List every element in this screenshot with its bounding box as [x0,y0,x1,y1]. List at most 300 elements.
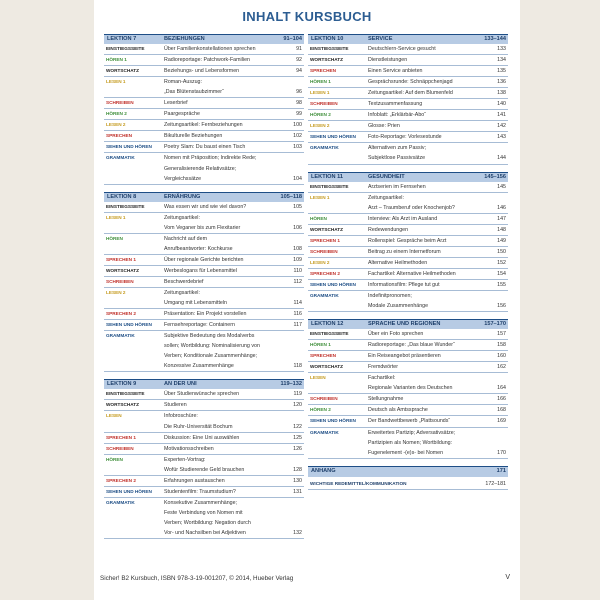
toc-row [104,234,304,244]
toc-row [104,498,304,508]
skill-category: SPRECHEN [310,353,337,359]
topic-text: Paargespräche [164,111,200,118]
page-ref: 99 [296,111,302,118]
toc-row [308,428,508,438]
skill-category: SCHREIBEN [106,445,134,451]
page-ref: 147 [497,215,506,222]
lesson-section [308,34,508,165]
skill-category: HÖREN [310,215,327,221]
page-ref: 158 [497,342,506,349]
topic-text: Zeitungsartikel: Auf dem Blumenfeld [368,90,453,97]
toc-row [308,340,508,351]
toc-row [104,244,304,255]
page-ref: 100 [293,122,302,129]
topic-text: Verben; Wortbildung: Negation durch [164,519,251,526]
topic-text: Fugenelement -(e)s- bei Nomen [368,449,444,456]
toc-row [104,153,304,163]
skill-category: WORTSCHATZ [310,364,343,370]
skill-category: LESEN 1 [310,194,330,200]
topic-text: Beschwerdebrief [164,278,204,285]
page-ref: 162 [497,364,506,371]
toc-row [308,153,508,164]
toc-row [308,394,508,405]
topic-text: Infoblatt: „Erklärbär-Abo“ [368,112,426,119]
skill-category: SPRECHEN 2 [106,311,136,317]
topic-text: Erfahrungen austauschen [164,477,225,484]
toc-row [104,389,304,400]
topic-text: Subjektive Bedeutung des Modalverbs [164,333,255,340]
skill-category: SPRECHEN [106,133,133,139]
skill-category: SEHEN UND HÖREN [106,144,152,150]
toc-row [308,121,508,132]
page-ref: 103 [293,144,302,151]
page-ref: 133 [497,46,506,52]
toc-row [104,255,304,266]
lesson-header [308,172,508,182]
lesson-header [104,192,304,202]
toc-row [308,66,508,77]
skill-category: WORTSCHATZ [310,226,343,232]
toc-row [104,351,304,361]
toc-row [308,438,508,448]
wichtige-redemittel-row [308,479,508,490]
toc-row [104,223,304,234]
page-ref: 131 [293,488,302,495]
lesson-pages: 133–144 [484,36,506,42]
lesson-name: AN DER UNI [164,381,197,388]
topic-text: Zeitungsartikel: [368,194,404,201]
lesson-pages: 119–132 [280,381,302,388]
skill-category: GRAMMATIK [310,292,339,298]
page-ref: 149 [497,237,506,244]
topic-text: Bikulturelle Beziehungen [164,133,223,140]
page-ref: 164 [497,385,506,392]
skill-category: GRAMMATIK [106,333,135,339]
topic-text: Interview: Als Arzt im Ausland [368,215,438,222]
toc-row [104,44,304,55]
topic-text: Leserbrief [164,100,188,107]
toc-row [308,258,508,269]
topic-text: Infobroschüre: [164,413,198,420]
page-ref: 160 [497,353,506,360]
skill-category: EINSTIEGSSEITE [310,183,349,189]
topic-text: Vom Veganer bis zum Flexitarier [164,224,241,231]
topic-text: Über Familienkonstellationen sprechen [164,46,256,52]
topic-text: Textzusammenfassung [368,101,423,108]
page-ref: 134 [497,57,506,64]
toc-row [308,416,508,427]
topic-text: Über Studienwünsche sprechen [164,391,240,398]
topic-text: Konsekutive Zusammenhänge; [164,499,238,506]
topic-text: Fachartikel: [368,375,396,382]
page-ref: 92 [296,57,302,64]
topic-text: Subjektlose Passivsätze [368,155,426,162]
page-ref: 142 [497,123,506,130]
topic-text: Foto-Reportage: Vorlesestunde [368,134,442,141]
page-ref: 132 [293,529,302,536]
toc-row [308,362,508,373]
topic-text: Studieren [164,402,187,409]
page-ref: 105 [293,203,302,210]
topic-text: Ein Reiseangebot präsentieren [368,353,441,360]
topic-text: Stellungnahme [368,396,404,403]
skill-category: EINSTIEGSSEITE [310,331,349,337]
lesson-header [104,34,304,44]
page-ref: 116 [293,311,302,318]
page-ref: 104 [293,175,302,182]
toc-row [104,411,304,421]
toc-row [104,288,304,298]
lesson-section [308,172,508,313]
toc-row [104,120,304,131]
skill-category: SCHREIBEN [106,100,134,106]
topic-text: Arzt – Traumberuf oder Knochenjob? [368,204,455,211]
skill-category: WORTSCHATZ [106,267,139,273]
topic-text: Einen Service anbieten [368,68,423,75]
topic-text: Konzessive Zusammenhänge [164,363,234,370]
toc-row [308,132,508,143]
page-ref: 146 [497,204,506,211]
toc-row [308,329,508,340]
topic-text: Redewendungen [368,226,409,233]
toc-row [104,433,304,444]
skill-category: LESEN 1 [310,90,330,96]
toc-row [308,291,508,301]
toc-row [104,174,304,185]
skill-category: HÖREN 1 [310,79,331,85]
topic-text: Deutsch als Amtssprache [368,407,428,414]
page-ref: 112 [293,278,302,285]
lesson-header [104,379,304,389]
page-ref: 166 [497,396,506,403]
toc-row [308,269,508,280]
toc-row [104,164,304,174]
toc-row [104,87,304,98]
topic-text: Generalisierende Relativsätze; [164,165,237,172]
toc-row [104,518,304,528]
toc-row [104,298,304,309]
topic-text: Deutschlern-Service gesucht [368,46,436,52]
page-ref: 102 [293,133,302,140]
toc-row [308,236,508,247]
topic-text: Partizipien als Nomen; Wortbildung: [368,439,453,446]
skill-category: SPRECHEN 1 [106,434,136,440]
topic-text: Der Bandwettbewerb „Plattsounds“ [368,418,451,425]
toc-row [308,383,508,394]
page-ref: 110 [293,267,302,274]
lesson-number: LEKTION 8 [107,193,137,200]
topic-text: sollen; Wortbildung: Nominalisierung von [164,343,260,350]
topic-text: Dienstleistungen [368,57,408,64]
topic-text: Studentenfilm: Traumstudium? [164,488,236,495]
skill-category: SCHREIBEN [310,101,338,107]
skill-category: LESEN 1 [106,214,126,220]
page-ref: 114 [293,300,302,307]
page-ref: 130 [293,477,302,484]
topic-text: Experten-Vortrag: [164,456,206,463]
toc-row [308,99,508,110]
lesson-section [104,34,304,185]
page-ref: 128 [293,466,302,473]
toc-row [104,320,304,331]
toc-row [104,422,304,433]
page-ref: 141 [497,112,506,119]
topic-text: Alternativen zum Passiv; [368,145,426,152]
page-ref: 143 [497,134,506,141]
topic-text: Modale Zusammenhänge [368,303,429,310]
toc-row [104,277,304,288]
page-title: INHALT KURSBUCH [242,9,372,24]
lesson-number: LEKTION 7 [107,36,137,42]
page-ref: 118 [293,363,302,370]
toc-row [104,202,304,213]
page-ref: 117 [293,322,302,329]
toc-row [104,400,304,411]
toc-row [308,373,508,383]
skill-category: SPRECHEN 2 [310,270,340,276]
topic-text: Vor- und Nachsilben bei Adjektiven [164,529,246,536]
topic-text: Radioreportage: „Das blaue Wunder“ [368,342,455,349]
topic-text: Nomen mit Präposition; Indirekte Rede; [164,155,257,162]
topic-text: Alternative Heilmethoden [368,259,428,266]
toc-row [308,214,508,225]
lesson-name: SPRACHE UND REGIONEN [368,321,441,328]
page-ref: 169 [497,418,506,425]
skill-category: LESEN 2 [106,289,126,295]
page-ref: 106 [293,224,302,231]
skill-category: HÖREN 1 [310,342,331,348]
topic-text: Umgang mit Lebensmitteln [164,300,228,307]
footer-text: Sicher! B2 Kursbuch, ISBN 978-3-19-001207, © 2014, Hueber Verlag [100,575,294,582]
lesson-header [308,319,508,329]
skill-category: SEHEN UND HÖREN [310,418,356,424]
toc-row [308,143,508,153]
topic-text: Rollenspiel: Gespräche beim Arzt [368,237,447,244]
lesson-pages: 145–156 [484,173,506,180]
topic-text: Anrufbeantworter: Kochkurse [164,245,233,252]
skill-category: SPRECHEN 1 [310,237,340,243]
toc-row [104,341,304,351]
page-ref: 96 [296,89,302,96]
topic-text: Zeitungsartikel: Fernbeziehungen [164,122,243,129]
skill-category: LESEN [310,375,326,381]
lesson-pages: 157–170 [484,321,506,328]
lesson-name: BEZIEHUNGEN [164,36,205,42]
wichtige-pages: 172–181 [485,480,506,487]
anhang-label: ANHANG [311,467,336,474]
lesson-number: LEKTION 12 [311,321,344,328]
topic-text: Diskussion: Eine Uni auswählen [164,434,240,441]
toc-row [104,487,304,498]
skill-category: LESEN 1 [106,79,126,85]
toc-page [94,0,520,600]
skill-category: GRAMMATIK [310,429,339,435]
skill-category: GRAMMATIK [106,499,135,505]
toc-row [104,131,304,142]
toc-row [104,309,304,320]
skill-category: HÖREN 1 [106,57,127,63]
skill-category: SEHEN UND HÖREN [106,488,152,494]
page-ref: 98 [296,100,302,107]
lesson-pages: 105–118 [280,193,302,200]
topic-text: Fachartikel: Alternative Heilmethoden [368,270,456,277]
toc-column-left [104,34,304,546]
skill-category: SEHEN UND HÖREN [310,281,356,287]
toc-row [308,182,508,193]
skill-category: EINSTIEGSSEITE [310,46,349,51]
skill-category: WORTSCHATZ [310,57,343,63]
page-ref: 140 [497,101,506,108]
lesson-section [104,192,304,373]
skill-category: GRAMMATIK [106,155,135,161]
lesson-pages: 91–104 [283,36,302,42]
lesson-section [308,319,508,459]
page-ref: 120 [293,402,302,409]
skill-category: HÖREN 2 [106,111,127,117]
toc-row [104,66,304,77]
page-ref: 156 [497,303,506,310]
topic-text: Über ein Foto sprechen [368,331,424,338]
toc-row [104,465,304,476]
topic-text: Gesprächsrunde: Schnäppchenjagd [368,79,453,86]
lesson-number: LEKTION 10 [311,36,344,42]
anhang-header [308,466,508,477]
page-ref: 138 [497,90,506,97]
skill-category: SCHREIBEN [310,396,338,402]
page-ref: 126 [293,445,302,452]
skill-category: LESEN [106,413,122,419]
anhang-page: 171 [496,467,506,474]
skill-category: LESEN 2 [310,123,330,129]
page-ref: 170 [497,449,506,456]
topic-text: Motivationsschreiben [164,445,214,452]
skill-category: EINSTIEGSSEITE [106,391,145,397]
skill-category: SEHEN UND HÖREN [310,134,356,140]
lesson-number: LEKTION 11 [311,173,344,180]
skill-category: HÖREN 2 [310,407,331,413]
skill-category: LESEN 2 [310,259,330,265]
toc-row [104,331,304,341]
page-ref: 125 [293,434,302,441]
toc-row [308,405,508,416]
toc-row [308,225,508,236]
page-ref: 109 [293,256,302,263]
toc-row [104,455,304,465]
topic-text: Feste Verbindung von Nomen mit [164,509,243,516]
page-ref: 94 [296,68,302,75]
lessons-right [308,34,508,459]
toc-row [104,109,304,120]
skill-category: SCHREIBEN [106,278,134,284]
topic-text: Beitrag zu einem Internetforum [368,248,441,255]
toc-row [104,98,304,109]
toc-row [104,361,304,372]
page-ref: 122 [293,423,302,430]
topic-text: Arztserien im Fernsehen [368,183,426,190]
skill-category: HÖREN [106,235,123,241]
lesson-number: LEKTION 9 [107,381,137,388]
page-ref: 150 [497,248,506,255]
wichtige-label: WICHTIGE REDEMITTEL/KOMMUNIKATION [310,480,407,486]
page-number: V [505,574,510,581]
topic-text: Vergleichssätze [164,175,202,182]
toc-row [308,351,508,362]
topic-text: Erweitertes Partizip; Adversativsätze; [368,429,456,436]
topic-text: Nachricht auf dem [164,235,207,242]
skill-category: HÖREN 2 [310,112,331,118]
toc-row [104,55,304,66]
toc-row [308,110,508,121]
topic-text: Indefinitpronomen; [368,292,412,299]
toc-row [104,508,304,518]
toc-row [308,77,508,88]
page-ref: 145 [497,183,506,190]
toc-row [308,55,508,66]
page-ref: 155 [497,281,506,288]
toc-row [308,247,508,258]
page-ref: 168 [497,407,506,414]
topic-text: Regionale Varianten des Deutschen [368,385,453,392]
page-ref: 136 [497,79,506,86]
toc-row [308,193,508,203]
page-ref: 135 [497,68,506,75]
topic-text: Zeitungsartikel: [164,289,200,296]
topic-text: Wofür Studierende Geld brauchen [164,466,245,473]
page-ref: 108 [293,245,302,252]
topic-text: Fremdwörter [368,364,399,371]
toc-row [308,203,508,214]
lesson-header [308,34,508,44]
topic-text: Radioreportage: Patchwork-Familien [164,57,250,64]
toc-row [104,77,304,87]
topic-text: Präsentation: Ein Projekt vorstellen [164,311,247,318]
page-ref: 154 [497,270,506,277]
topic-text: Glosse: Prien [368,123,400,130]
skill-category: SPRECHEN 2 [106,477,136,483]
skill-category: HÖREN [106,456,123,462]
skill-category: WORTSCHATZ [106,68,139,74]
lesson-name: SERVICE [368,36,393,42]
lesson-name: ERNÄHRUNG [164,193,201,200]
lesson-name: GESUNDHEIT [368,173,405,180]
toc-column-right [308,34,508,490]
topic-text: Zeitungsartikel: [164,214,200,221]
toc-row [104,213,304,223]
skill-category: SCHREIBEN [310,248,338,254]
topic-text: Roman-Auszug: [164,79,202,86]
toc-row [308,88,508,99]
toc-row [308,301,508,312]
page-ref: 157 [497,331,506,338]
toc-row [104,444,304,455]
toc-row [308,44,508,55]
skill-category: LESEN 2 [106,122,126,128]
topic-text: „Das Blütenstaubzimmer“ [164,89,224,96]
topic-text: Poetry Slam: Du baust einen Tisch [164,144,246,151]
toc-row [104,476,304,487]
topic-text: Über regionale Gerichte berichten [164,256,244,263]
toc-row [308,280,508,291]
toc-row [104,266,304,277]
topic-text: Was essen wir und wie viel davon? [164,203,247,210]
skill-category: EINSTIEGSSEITE [106,46,145,51]
skill-category: GRAMMATIK [310,145,339,151]
topic-text: Werbeslogans für Lebensmittel [164,267,237,274]
page-ref: 152 [497,259,506,266]
lesson-section [104,379,304,539]
topic-text: Verben; Konditionale Zusammenhänge; [164,353,258,360]
topic-text: Fernsehreportage: Containern [164,322,235,329]
